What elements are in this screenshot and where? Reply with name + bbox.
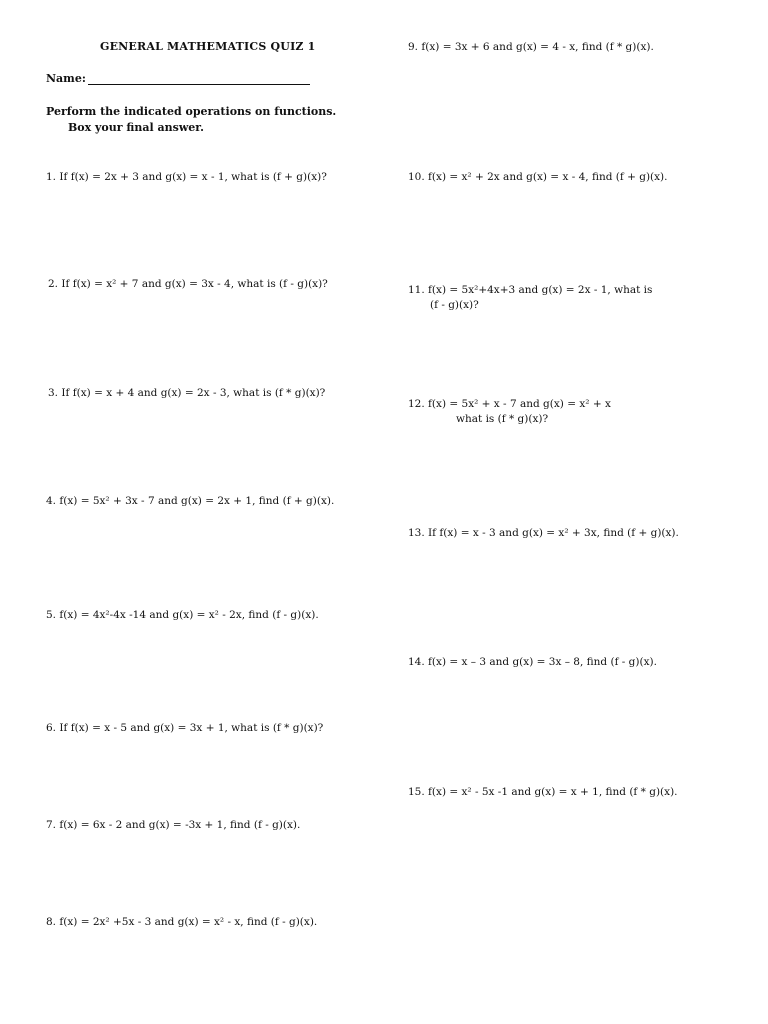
instructions <box>46 104 336 136</box>
name-blank-line <box>88 73 310 85</box>
quiz-title: GENERAL MATHEMATICS QUIZ 1 <box>100 40 316 53</box>
question-8: 8. f(x) = 2x² +5x - 3 and g(x) = x² - x, find (f - g)(x). <box>46 916 318 928</box>
question-11 <box>408 283 652 313</box>
question-10: 10. f(x) = x² + 2x and g(x) = x - 4, find (f + g)(x). <box>408 171 668 183</box>
question-3: 3. If f(x) = x + 4 and g(x) = 2x - 3, what is (f * g)(x)? <box>48 387 326 399</box>
question-14: 14. f(x) = x – 3 and g(x) = 3x – 8, find (f - g)(x). <box>408 656 657 668</box>
question-6: 6. If f(x) = x - 5 and g(x) = 3x + 1, what is (f * g)(x)? <box>46 722 324 734</box>
question-13: 13. If f(x) = x - 3 and g(x) = x² + 3x, find (f + g)(x). <box>408 527 679 539</box>
question-9: 9. f(x) = 3x + 6 and g(x) = 4 - x, find (f * g)(x). <box>408 41 654 53</box>
name-field-row <box>46 72 310 85</box>
question-12-line-2: what is (f * g)(x)? <box>456 413 549 425</box>
question-12-line-1: 12. f(x) = 5x² + x - 7 and g(x) = x² + x <box>408 398 611 410</box>
question-15: 15. f(x) = x² - 5x -1 and g(x) = x + 1, find (f * g)(x). <box>408 786 678 798</box>
question-4: 4. f(x) = 5x² + 3x - 7 and g(x) = 2x + 1, find (f + g)(x). <box>46 495 335 507</box>
question-11-line-1: 11. f(x) = 5x²+4x+3 and g(x) = 2x - 1, what is <box>408 284 653 296</box>
question-2: 2. If f(x) = x² + 7 and g(x) = 3x - 4, what is (f - g)(x)? <box>48 278 328 290</box>
question-7: 7. f(x) = 6x - 2 and g(x) = -3x + 1, find (f - g)(x). <box>46 819 301 831</box>
question-5: 5. f(x) = 4x²-4x -14 and g(x) = x² - 2x, find (f - g)(x). <box>46 609 319 621</box>
instructions-line-1: Perform the indicated operations on functions. <box>46 105 337 118</box>
question-11-line-2: (f - g)(x)? <box>430 299 479 311</box>
instructions-line-2: Box your final answer. <box>68 121 204 134</box>
question-1: 1. If f(x) = 2x + 3 and g(x) = x - 1, what is (f + g)(x)? <box>46 171 327 183</box>
question-12 <box>408 397 611 427</box>
name-label: Name: <box>46 72 86 85</box>
